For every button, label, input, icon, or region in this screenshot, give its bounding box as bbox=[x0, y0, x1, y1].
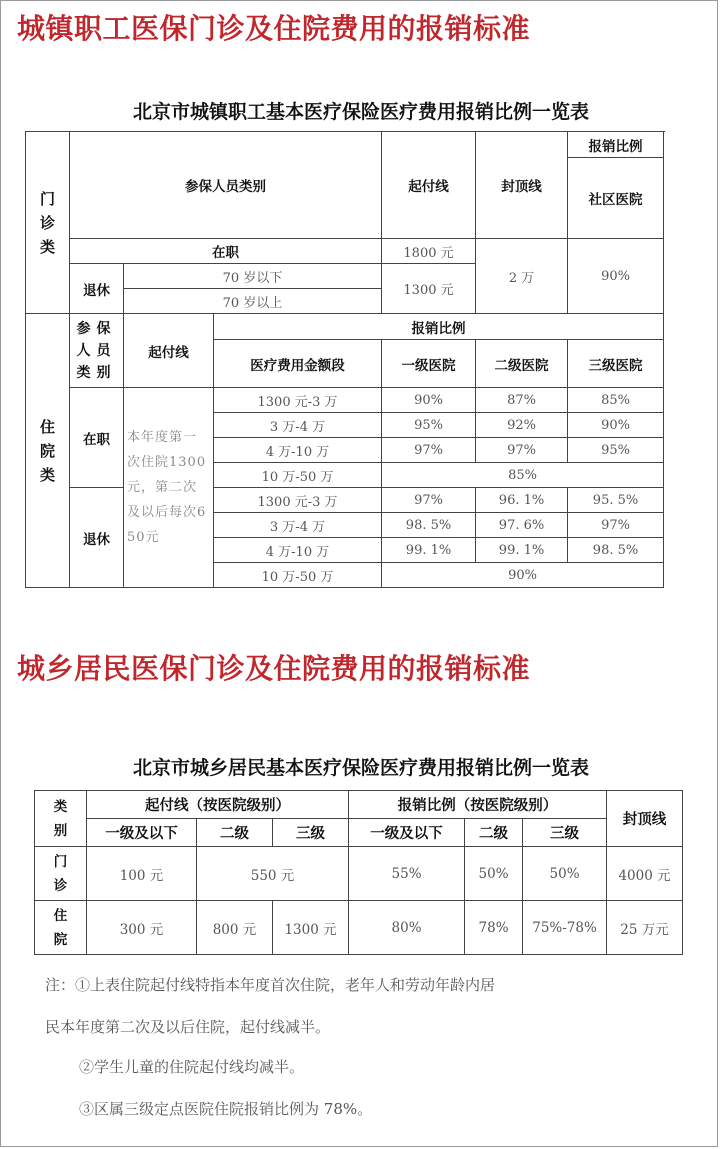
retired-l2: 97. 6% bbox=[476, 513, 568, 538]
retired-all-levels: 90% bbox=[382, 563, 664, 588]
inpatient-deductible-header: 起付线 bbox=[124, 314, 214, 388]
reimb-header: 报销比例（按医院级别） bbox=[349, 791, 607, 819]
table1-caption: 北京市城镇职工基本医疗保险医疗费用报销比例一览表 bbox=[132, 101, 589, 123]
ded-level2-header: 二级 bbox=[197, 819, 273, 847]
inpatient-r-l1: 80% bbox=[349, 901, 465, 955]
retired-range: 4 万-10 万 bbox=[214, 538, 382, 563]
col-reimb: 报销比例 bbox=[568, 132, 664, 158]
employed-label: 在职 bbox=[70, 239, 382, 264]
outpatient-cap: 4000 元 bbox=[607, 847, 683, 901]
employed-all-levels: 85% bbox=[382, 463, 664, 488]
employed-l3: 85% bbox=[568, 388, 664, 413]
employed-l2: 87% bbox=[476, 388, 568, 413]
inpatient-employed-label: 在职 bbox=[70, 388, 124, 488]
outpatient-r-l2: 50% bbox=[465, 847, 523, 901]
retired-l3: 98. 5% bbox=[568, 538, 664, 563]
employed-range: 3 万-4 万 bbox=[214, 413, 382, 438]
inpatient-row-label: 住院 bbox=[35, 901, 87, 955]
resident-insurance-table bbox=[34, 790, 683, 955]
community-ratio: 90% bbox=[568, 239, 664, 314]
retired-l2: 96. 1% bbox=[476, 488, 568, 513]
col-cap: 封顶线 bbox=[476, 132, 568, 239]
retired-range: 1300 元-3 万 bbox=[214, 488, 382, 513]
over70-label: 70 岁以上 bbox=[124, 289, 382, 314]
employee-insurance-table bbox=[25, 131, 664, 588]
retired-l1: 99. 1% bbox=[382, 538, 476, 563]
outpatient-ded-l23: 550 元 bbox=[197, 847, 349, 901]
under70-label: 70 岁以下 bbox=[124, 264, 382, 289]
employed-l3: 90% bbox=[568, 413, 664, 438]
inpatient-cap: 25 万元 bbox=[607, 901, 683, 955]
retired-l3: 95. 5% bbox=[568, 488, 664, 513]
col-amount: 医疗费用金额段 bbox=[214, 340, 382, 388]
reimb-level1-header: 一级及以下 bbox=[349, 819, 465, 847]
cap-header: 封顶线 bbox=[607, 791, 683, 847]
table2-caption: 北京市城乡居民基本医疗保险医疗费用报销比例一览表 bbox=[132, 757, 589, 779]
note-3: ③区属三级定点医院住院报销比例为 78%。 bbox=[79, 1100, 373, 1118]
retired-l2: 99. 1% bbox=[476, 538, 568, 563]
retired-range: 10 万-50 万 bbox=[214, 563, 382, 588]
col-level1: 一级医院 bbox=[382, 340, 476, 388]
retired-label: 退休 bbox=[70, 264, 124, 314]
employed-l1: 95% bbox=[382, 413, 476, 438]
category-header: 类别 bbox=[35, 791, 87, 847]
outpatient-r-l1: 55% bbox=[349, 847, 465, 901]
section2-heading: 城乡居民医保门诊及住院费用的报销标准 bbox=[17, 652, 531, 685]
inpatient-person-type: 参保人员类别 bbox=[70, 314, 124, 388]
inpatient-ded-l3: 1300 元 bbox=[273, 901, 349, 955]
reimb-level3-header: 三级 bbox=[523, 819, 607, 847]
inpatient-category: 住院类 bbox=[26, 314, 70, 588]
outpatient-cap: 2 万 bbox=[476, 239, 568, 314]
col-level3: 三级医院 bbox=[568, 340, 664, 388]
employed-l2: 97% bbox=[476, 438, 568, 463]
employed-deductible: 1800 元 bbox=[382, 239, 476, 264]
col-deductible: 起付线 bbox=[382, 132, 476, 239]
ded-level3-header: 三级 bbox=[273, 819, 349, 847]
col-person-type: 参保人员类别 bbox=[70, 132, 382, 239]
col-level2: 二级医院 bbox=[476, 340, 568, 388]
reimb-level2-header: 二级 bbox=[465, 819, 523, 847]
inpatient-ded-l1: 300 元 bbox=[87, 901, 197, 955]
inpatient-retired-label: 退休 bbox=[70, 488, 124, 588]
col-community: 社区医院 bbox=[568, 158, 664, 239]
note-1-line-2: 民本年度第二次及以后住院，起付线减半。 bbox=[45, 1018, 331, 1036]
section1-heading: 城镇职工医保门诊及住院费用的报销标准 bbox=[17, 12, 531, 45]
outpatient-ded-l1: 100 元 bbox=[87, 847, 197, 901]
inpatient-ded-l2: 800 元 bbox=[197, 901, 273, 955]
outpatient-row-label: 门诊 bbox=[35, 847, 87, 901]
note-2: ②学生儿童的住院起付线均减半。 bbox=[79, 1058, 305, 1076]
retired-deductible: 1300 元 bbox=[382, 264, 476, 314]
employed-l3: 95% bbox=[568, 438, 664, 463]
retired-range: 3 万-4 万 bbox=[214, 513, 382, 538]
employed-range: 10 万-50 万 bbox=[214, 463, 382, 488]
outpatient-category: 门诊类 bbox=[26, 132, 70, 314]
inpatient-reimb-header: 报销比例 bbox=[214, 314, 664, 340]
inpatient-r-l3: 75%-78% bbox=[523, 901, 607, 955]
employed-range: 4 万-10 万 bbox=[214, 438, 382, 463]
retired-l1: 98. 5% bbox=[382, 513, 476, 538]
retired-l3: 97% bbox=[568, 513, 664, 538]
inpatient-deductible-note: 本年度第一次住院1300元，第二次及以后每次650元 bbox=[124, 388, 214, 588]
deductible-header: 起付线（按医院级别） bbox=[87, 791, 349, 819]
retired-l1: 97% bbox=[382, 488, 476, 513]
inpatient-r-l2: 78% bbox=[465, 901, 523, 955]
employed-l2: 92% bbox=[476, 413, 568, 438]
employed-l1: 90% bbox=[382, 388, 476, 413]
employed-l1: 97% bbox=[382, 438, 476, 463]
outpatient-r-l3: 50% bbox=[523, 847, 607, 901]
ded-level1-header: 一级及以下 bbox=[87, 819, 197, 847]
note-1-line-1: 注：①上表住院起付线特指本年度首次住院，老年人和劳动年龄内居 bbox=[45, 976, 496, 994]
employed-range: 1300 元-3 万 bbox=[214, 388, 382, 413]
